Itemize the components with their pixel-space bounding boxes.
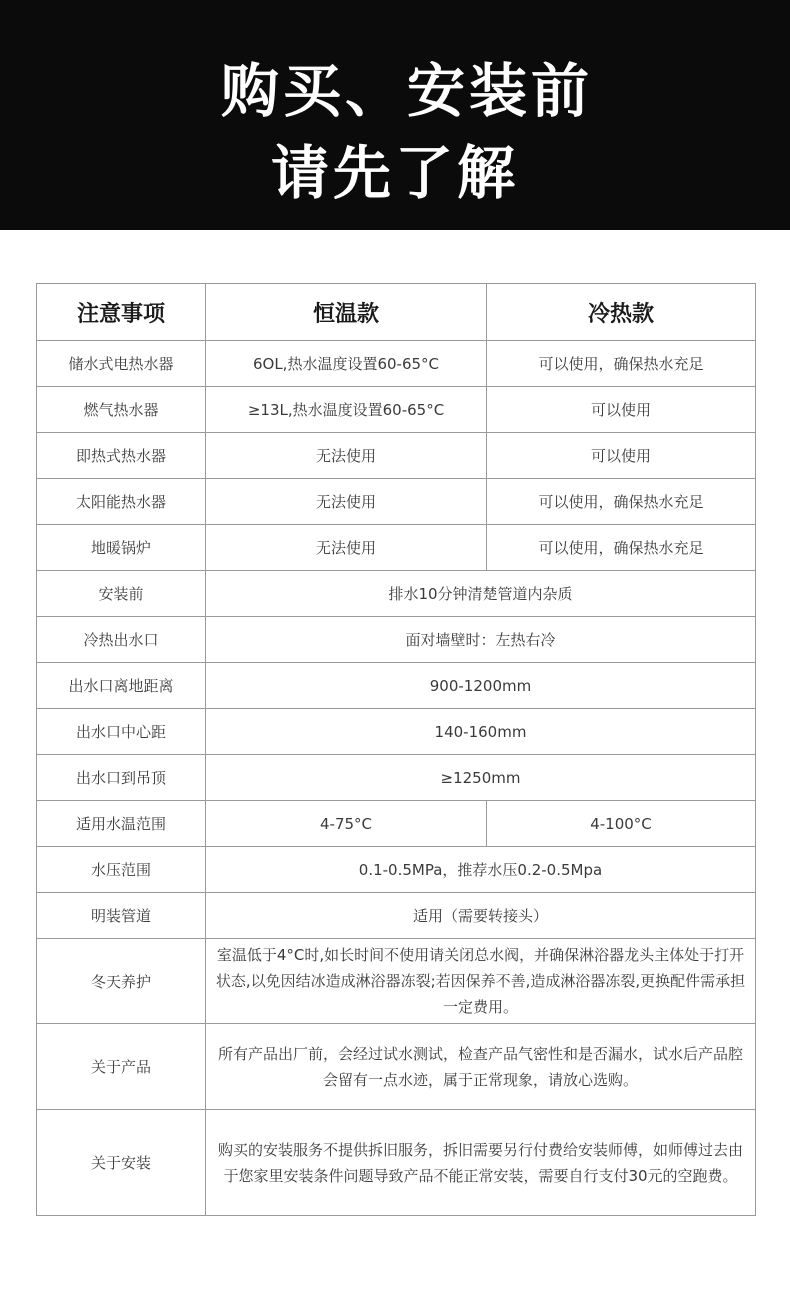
row-label: 明装管道 [37,893,206,939]
hotcold-value: 可以使用 [487,387,756,433]
table-header-row [37,284,756,341]
constant-value: 无法使用 [206,479,487,525]
row-value: 室温低于4°C时,如长时间不使用请关闭总水阀，并确保淋浴器龙头主体处于打开状态,以免因结冰造成淋浴器冻裂;若因保养不善,造成淋浴器冻裂,更换配件需承担一定费用。 [206,939,756,1024]
row-label: 太阳能热水器 [37,479,206,525]
table-row-water-temp [37,801,756,847]
row-value: 140-160mm [206,709,756,755]
row-label: 适用水温范围 [37,801,206,847]
row-label: 出水口离地距离 [37,663,206,709]
hotcold-value: 可以使用，确保热水充足 [487,341,756,387]
table-row-winter [37,939,756,1024]
table-row [37,433,756,479]
row-value: 购买的安装服务不提供拆旧服务，拆旧需要另行付费给安装师傅，如师傅过去由于您家里安装条件问题导致产品不能正常安装，需要自行支付30元的空跑费。 [206,1110,756,1216]
hotcold-value: 可以使用，确保热水充足 [487,479,756,525]
table-row [37,479,756,525]
table-row [37,341,756,387]
table-row-outlet-center [37,709,756,755]
table-row [37,525,756,571]
row-value: 所有产品出厂前，会经过试水测试，检查产品气密性和是否漏水，试水后产品腔会留有一点水迹，属于正常现象，请放心选购。 [206,1024,756,1110]
table-row-exposed-pipe [37,893,756,939]
constant-value: 无法使用 [206,525,487,571]
row-label: 安装前 [37,571,206,617]
header-constant-temp: 恒温款 [206,284,487,341]
hotcold-value: 可以使用 [487,433,756,479]
hotcold-value: 4-100°C [487,801,756,847]
spec-table [36,283,756,1216]
row-label: 出水口中心距 [37,709,206,755]
row-label: 燃气热水器 [37,387,206,433]
row-value: 排水10分钟清楚管道内杂质 [206,571,756,617]
table-row-outlet [37,617,756,663]
banner-title-line-2: 请先了解 [270,139,519,207]
row-value: 0.1-0.5MPa，推荐水压0.2-0.5Mpa [206,847,756,893]
row-label: 冷热出水口 [37,617,206,663]
table-row-before-install [37,571,756,617]
table-row-installation [37,1110,756,1216]
constant-value: 4-75°C [206,801,487,847]
constant-value: ≥13L,热水温度设置60-65°C [206,387,487,433]
hotcold-value: 可以使用，确保热水充足 [487,525,756,571]
table-row-product [37,1024,756,1110]
banner-title-line-1: 购买、安装前 [220,57,593,125]
row-label: 出水口到吊顶 [37,755,206,801]
row-label: 地暖锅炉 [37,525,206,571]
row-value: 900-1200mm [206,663,756,709]
table-row-outlet-height [37,663,756,709]
row-label: 水压范围 [37,847,206,893]
table-row [37,387,756,433]
row-value: 适用（需要转接头） [206,893,756,939]
header-notes: 注意事项 [37,284,206,341]
row-label: 冬天养护 [37,939,206,1024]
row-label: 关于安装 [37,1110,206,1216]
row-label: 关于产品 [37,1024,206,1110]
header-banner [0,0,790,230]
row-label: 储水式电热水器 [37,341,206,387]
constant-value: 无法使用 [206,433,487,479]
constant-value: 6OL,热水温度设置60-65°C [206,341,487,387]
table-row-pressure [37,847,756,893]
row-value: 面对墙壁时：左热右冷 [206,617,756,663]
table-row-outlet-ceiling [37,755,756,801]
row-value: ≥1250mm [206,755,756,801]
row-label: 即热式热水器 [37,433,206,479]
header-hot-cold: 冷热款 [487,284,756,341]
